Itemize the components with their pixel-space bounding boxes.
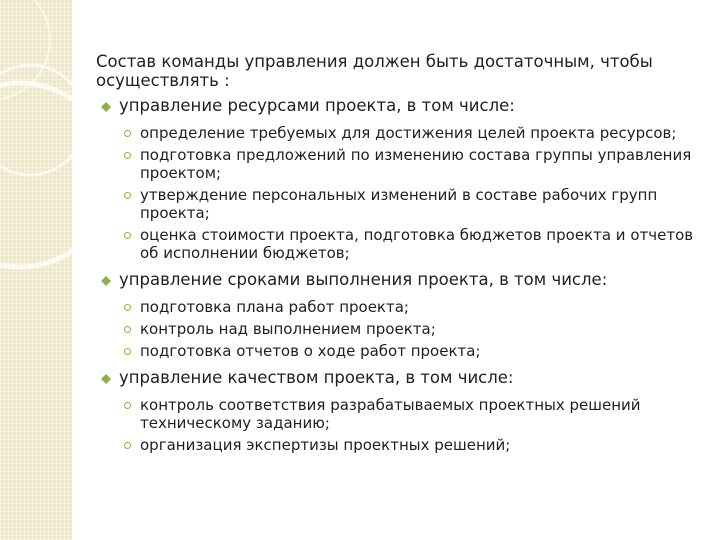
bullet-ring-icon (124, 304, 131, 311)
decorative-circles-icon (0, 0, 72, 540)
list-item (120, 124, 706, 142)
bullet-ring-icon (124, 192, 131, 199)
section-quality-items (120, 396, 706, 454)
list-item-text: оценка стоимости проекта, подготовка бюджетов проекта и отчетов об исполнении бюджетов; (140, 226, 694, 262)
bullet-ring-icon (124, 152, 131, 159)
list-item-text: подготовка плана работ проекта; (140, 298, 409, 316)
list-item-text: контроль соответствия разрабатываемых проектных решений техническому заданию; (140, 396, 641, 432)
decorative-side-band (0, 0, 72, 540)
list-item (120, 146, 706, 182)
bullet-ring-icon (124, 232, 131, 239)
bullet-ring-icon (124, 130, 131, 137)
bullet-ring-icon (124, 442, 131, 449)
list-item (120, 342, 706, 360)
section-label: управление сроками выполнения проекта, в том числе: (119, 270, 608, 289)
list-item (120, 298, 706, 316)
bullet-ring-icon (124, 326, 131, 333)
bullet-ring-icon (124, 348, 131, 355)
section-label: управление ресурсами проекта, в том числе: (119, 96, 515, 115)
slide-content (96, 52, 706, 464)
list-item-text: подготовка предложений по изменению состава группы управления проектом; (140, 146, 692, 182)
list-item-text: подготовка отчетов о ходе работ проекта; (140, 342, 481, 360)
list-item-text: организация экспертизы проектных решений; (140, 436, 511, 454)
list-item-text: утверждение персональных изменений в составе рабочих групп проекта; (140, 186, 658, 222)
list-item (120, 186, 706, 222)
list-item (120, 396, 706, 432)
list-item (120, 226, 706, 262)
list-item-text: контроль над выполнением проекта; (140, 320, 436, 338)
section-quality (96, 368, 706, 388)
intro-text: Состав команды управления должен быть достаточным, чтобы осуществлять : (96, 52, 653, 90)
list-item (120, 320, 706, 338)
section-schedule-items (120, 298, 706, 360)
section-schedule (96, 270, 706, 290)
list-item-text: определение требуемых для достижения целей проекта ресурсов; (140, 124, 677, 142)
section-resources-items (120, 124, 706, 262)
section-resources (96, 96, 706, 116)
bullet-ring-icon (124, 402, 131, 409)
list-item (120, 436, 706, 454)
section-label: управление качеством проекта, в том числе: (119, 368, 514, 387)
